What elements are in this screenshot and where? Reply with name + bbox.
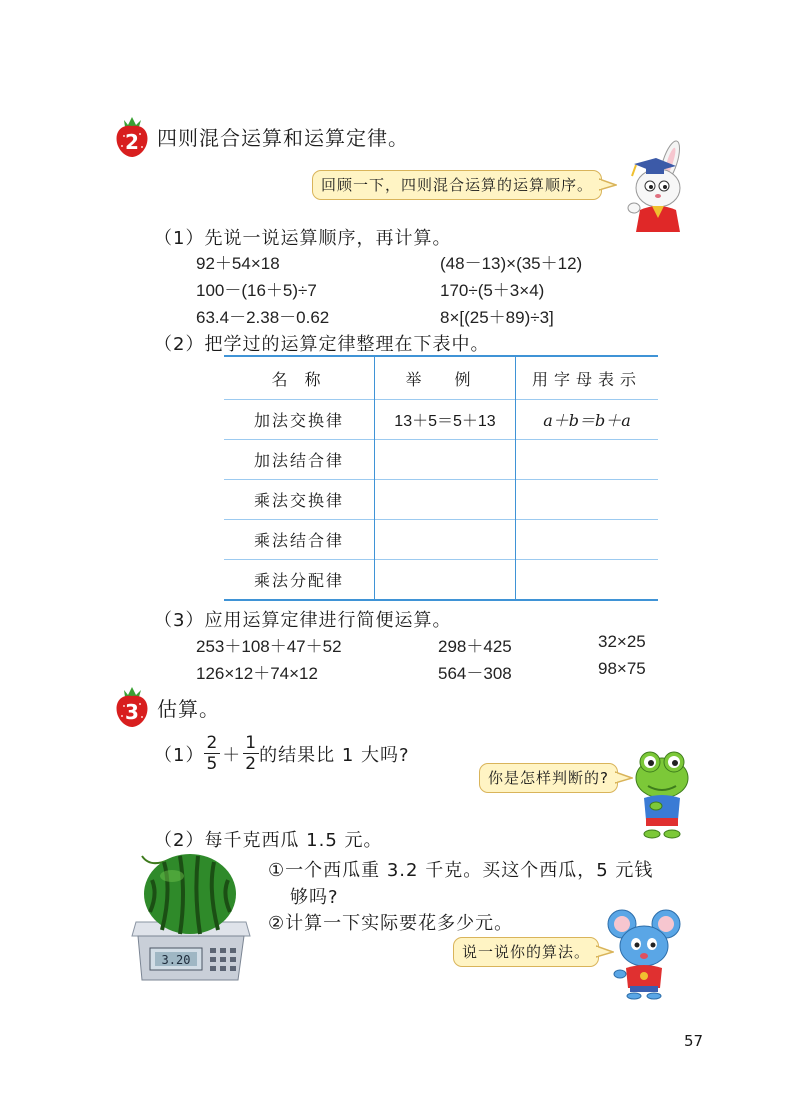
mouse-character-icon xyxy=(604,908,684,1000)
expression-3-1: 253＋108＋47＋52 xyxy=(196,637,342,656)
sub-question-2: ②计算一下实际要花多少元。 xyxy=(268,913,514,934)
expression-1-5: 63.4－2.38－0.62 xyxy=(196,308,330,327)
expression-3-4: 126×12＋74×12 xyxy=(196,664,318,683)
question-prefix: （1） xyxy=(154,744,205,766)
fraction-denominator: 5 xyxy=(206,754,219,774)
question-suffix: 的结果比 1 大吗? xyxy=(259,744,410,766)
sub-question-1-line2: 够吗? xyxy=(290,887,339,908)
estimation-question-2: （2）每千克西瓜 1.5 元。 xyxy=(154,830,383,851)
expression-1-2: (48－13)×(35＋12) xyxy=(440,254,583,273)
law-name: 加法交换律 xyxy=(224,400,375,440)
section-number: 2 xyxy=(125,130,139,154)
law-example xyxy=(375,520,516,560)
scale-display: 3.20 xyxy=(161,953,191,967)
expression-1-3: 100－(16＋5)÷7 xyxy=(196,281,317,300)
law-letters xyxy=(516,560,659,601)
rabbit-graduate-icon xyxy=(618,140,698,232)
expression-3-6: 98×75 xyxy=(598,659,646,678)
expression-3-2: 298＋425 xyxy=(438,637,512,656)
fraction-one-half xyxy=(243,733,259,774)
fraction-two-fifths xyxy=(204,733,220,774)
plus-sign: ＋ xyxy=(222,744,242,766)
section-title: 估算。 xyxy=(157,697,220,721)
section-title: 四则混合运算和运算定律。 xyxy=(157,126,409,150)
law-example xyxy=(375,440,516,480)
sub-question-1-line1: ①一个西瓜重 3.2 千克。买这个西瓜，5 元钱 xyxy=(268,860,654,881)
law-name: 乘法分配律 xyxy=(224,560,375,601)
speech-bubble-frog xyxy=(479,763,618,793)
table-row xyxy=(224,520,658,560)
law-letters xyxy=(516,440,659,480)
header-name: 名 称 xyxy=(224,356,375,400)
fraction-numerator: 2 xyxy=(206,733,219,753)
law-letters xyxy=(516,480,659,520)
law-example: 13＋5＝5＋13 xyxy=(375,400,516,440)
expression-3-5: 564－308 xyxy=(438,664,512,683)
section-number: 3 xyxy=(125,700,139,724)
table-row xyxy=(224,480,658,520)
table-row xyxy=(224,440,658,480)
part2-label: （2）把学过的运算定律整理在下表中。 xyxy=(154,334,490,355)
watermelon-scale-image xyxy=(128,850,254,988)
page-number: 57 xyxy=(684,1032,704,1050)
law-letters xyxy=(516,520,659,560)
expression-1-1: 92＋54×18 xyxy=(196,254,280,273)
laws-table xyxy=(224,355,658,601)
table-row xyxy=(224,560,658,601)
bubble-text: 说一说你的算法。 xyxy=(462,943,591,961)
part1-label: （1）先说一说运算顺序，再计算。 xyxy=(154,228,452,249)
bubble-text: 你是怎样判断的? xyxy=(488,769,609,787)
expression-1-4: 170÷(5＋3×4) xyxy=(440,281,545,300)
frog-character-icon xyxy=(626,748,698,840)
speech-bubble-mouse xyxy=(453,937,599,967)
law-name: 乘法交换律 xyxy=(224,480,375,520)
expression-1-6: 8×[(25＋89)÷3] xyxy=(440,308,554,327)
law-name: 加法结合律 xyxy=(224,440,375,480)
table-header-row xyxy=(224,356,658,400)
expression-3-3: 32×25 xyxy=(598,632,646,651)
part3-label: （3）应用运算定律进行简便运算。 xyxy=(154,610,452,631)
strawberry-badge-icon xyxy=(112,684,152,728)
estimation-question-1 xyxy=(154,733,410,774)
header-letters: 用字母表示 xyxy=(516,356,659,400)
law-example xyxy=(375,560,516,601)
header-example: 举 例 xyxy=(375,356,516,400)
bubble-tail-icon xyxy=(599,177,617,193)
bubble-text: 回顾一下，四则混合运算的运算顺序。 xyxy=(321,176,594,194)
strawberry-badge-icon xyxy=(112,114,152,158)
table-row xyxy=(224,400,658,440)
fraction-numerator: 1 xyxy=(245,733,258,753)
law-name: 乘法结合律 xyxy=(224,520,375,560)
law-example xyxy=(375,480,516,520)
speech-bubble-review xyxy=(312,170,602,200)
law-letters: a＋b＝b＋a xyxy=(516,400,659,440)
fraction-denominator: 2 xyxy=(245,754,258,774)
